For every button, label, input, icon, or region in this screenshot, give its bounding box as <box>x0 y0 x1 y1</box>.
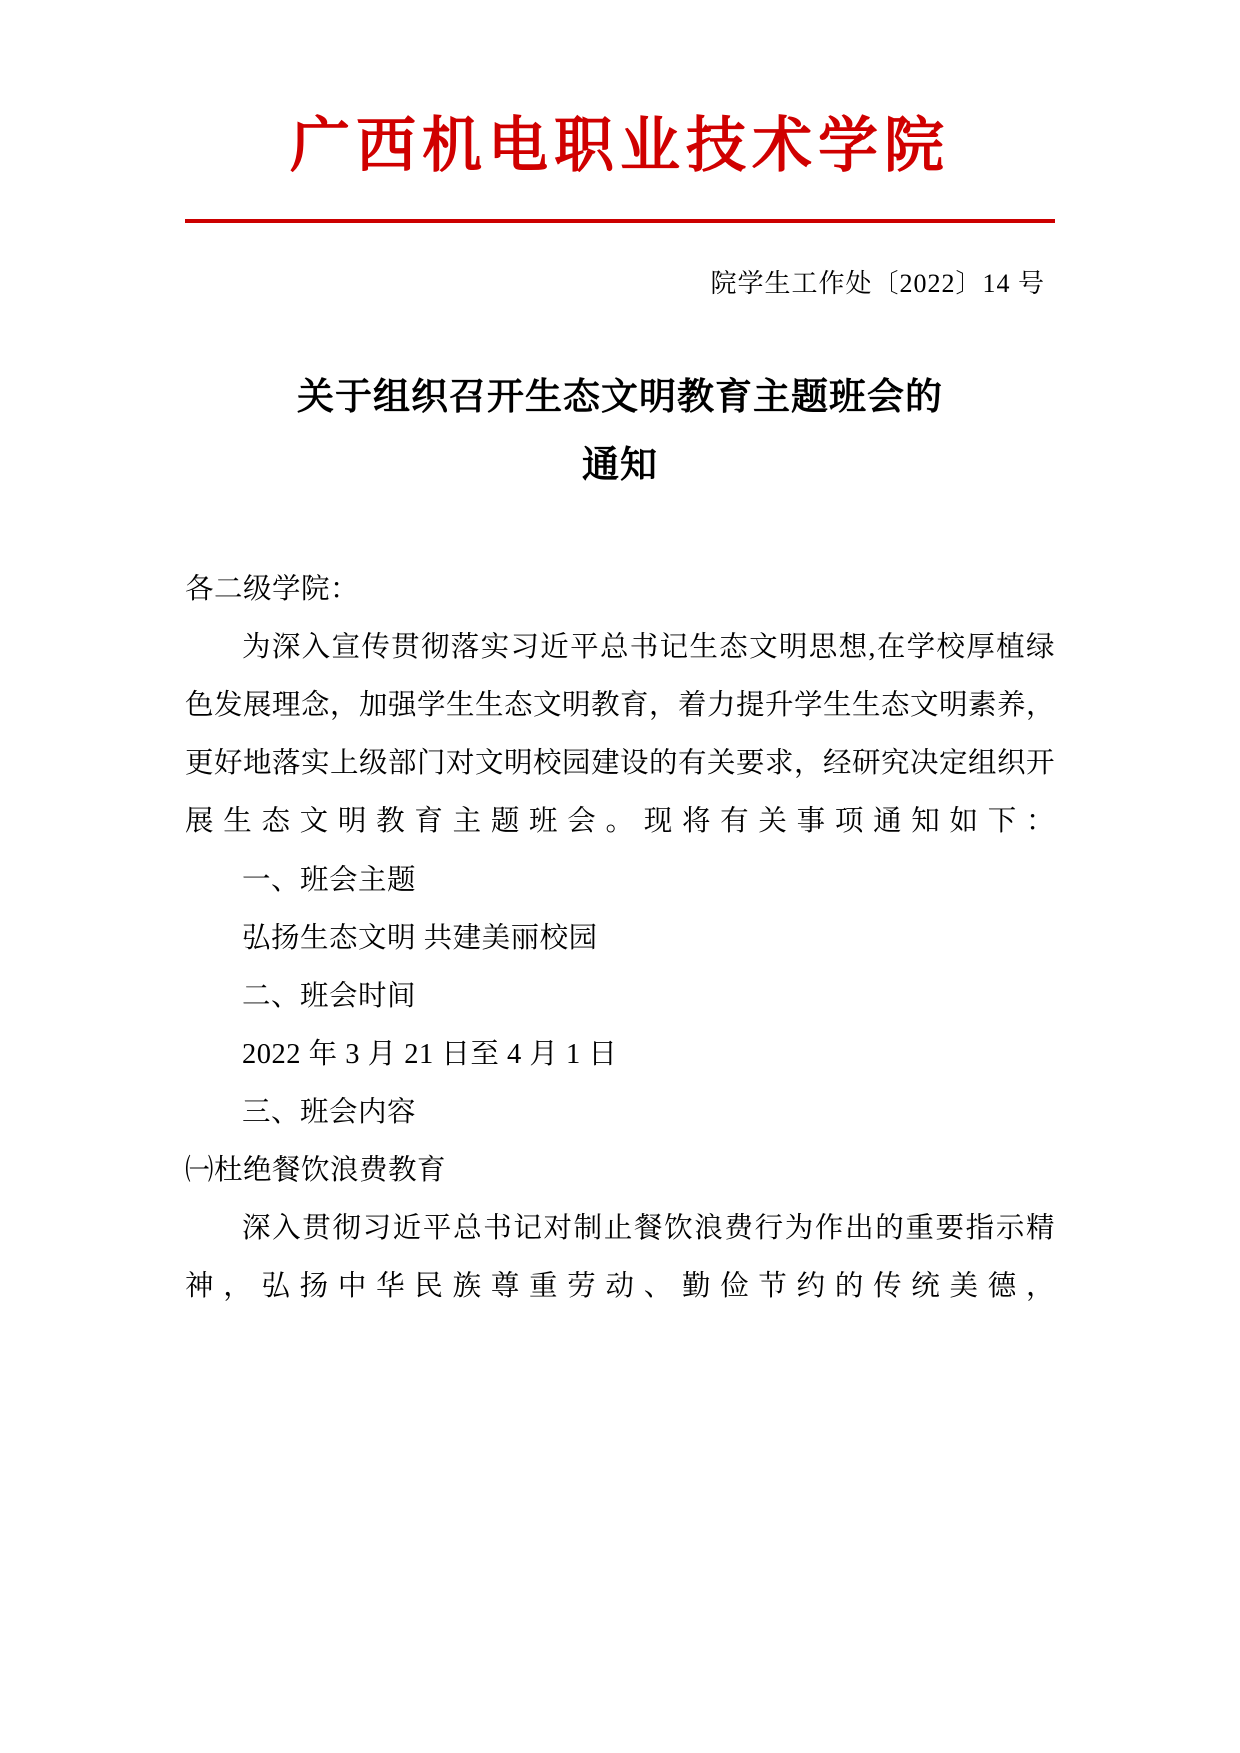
salutation: 各二级学院： <box>185 573 360 605</box>
document-number: 院学生工作处〔2022〕14 号 <box>710 269 1045 298</box>
subsection-title: ㈠杜绝餐饮浪费教育 <box>185 1155 447 1187</box>
document-title-line-2: 通知 <box>582 445 658 487</box>
body-paragraph-1: 为深入宣传贯彻落实习近平总书记生态文明思想,在学校厚植绿色发展理念，加强学生生态文明教育，着力提升学生生态文明素养，更好地落实上级部门对文明校园建设的有关要求，经研究决定组织开展生态文明教育主题班会。现将有关事项通知如下： <box>185 632 1056 838</box>
letterhead <box>185 0 1055 223</box>
subsection-body: 深入贯彻习近平总书记对制止餐饮浪费行为作出的重要指示精神，弘扬中华民族尊重劳动、勤俭节约的传统美德， <box>185 1213 1055 1303</box>
section-content-1: 弘扬生态文明 共建美丽校园 <box>242 922 598 954</box>
section-heading-1: 一、班会主题 <box>242 864 417 896</box>
section-content-2: 2022 年 3 月 21 日至 4 月 1 日 <box>242 1038 618 1070</box>
section-heading-3: 三、班会内容 <box>242 1097 417 1128</box>
organization-title: 广西机电职业技术学院 <box>290 113 950 179</box>
document-body <box>185 561 1055 1317</box>
letterhead-divider <box>185 219 1055 223</box>
document-title-line-1: 关于组织召开生态文明教育主题班会的 <box>297 377 943 418</box>
section-heading-2: 二、班会时间 <box>242 980 417 1012</box>
document-number-row <box>185 263 1055 300</box>
document-title <box>185 364 1055 501</box>
